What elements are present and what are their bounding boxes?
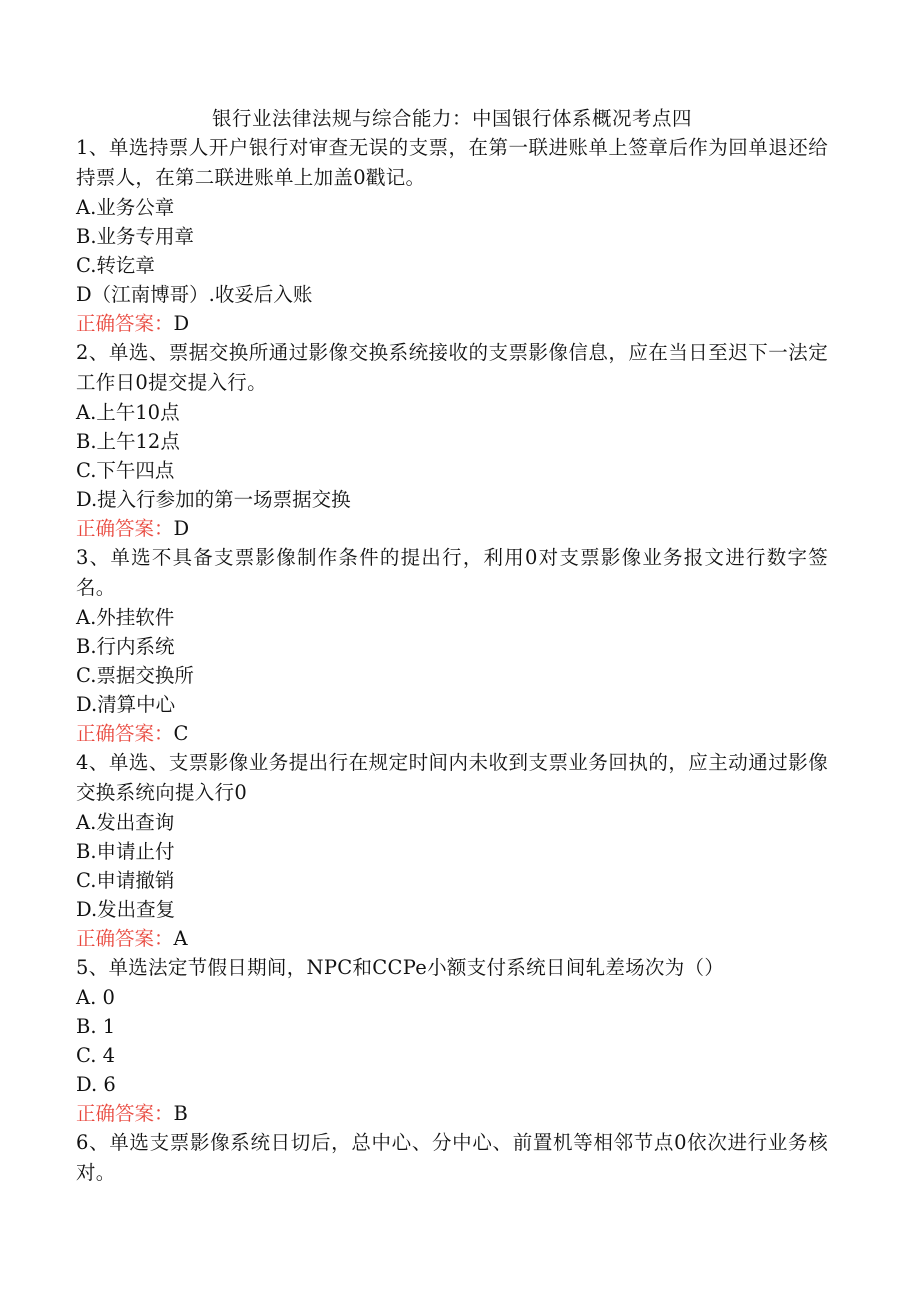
answer-line	[76, 514, 828, 543]
question-2	[76, 338, 828, 543]
option-c: C. 4	[76, 1044, 116, 1067]
question-1	[76, 133, 828, 338]
option-a: A. 0	[76, 986, 115, 1009]
option-b: B.业务专用章	[76, 225, 195, 248]
answer-value: C	[173, 722, 189, 745]
answer-label: 正确答案：	[76, 1102, 174, 1125]
option-a: A.发出查询	[76, 811, 175, 834]
answer-label: 正确答案：	[76, 722, 174, 745]
option-b: B.申请止付	[76, 840, 175, 863]
option-b: B.行内系统	[76, 635, 175, 658]
option-d: D.清算中心	[76, 693, 176, 716]
option-c: C.转讫章	[76, 254, 155, 277]
answer-value: A	[173, 927, 188, 950]
question-4	[76, 748, 828, 953]
answer-label: 正确答案：	[76, 312, 174, 335]
question-3	[76, 543, 828, 748]
option-b: B.上午12点	[76, 430, 180, 453]
option-a: A.上午10点	[76, 401, 180, 424]
question-stem: 1、单选持票人开户银行对审查无误的支票，在第一联进账单上签章后作为回单退还给持票人，在第二联进账单上加盖0戳记。	[76, 136, 828, 189]
answer-line	[76, 924, 828, 953]
option-c: C.票据交换所	[76, 664, 194, 687]
option-a: A.外挂软件	[76, 606, 175, 629]
document-title: 银行业法律法规与综合能力：中国银行体系概况考点四	[211, 107, 692, 130]
option-d: D.发出查复	[76, 898, 176, 921]
question-6	[76, 1128, 828, 1188]
document-page	[76, 104, 828, 1188]
answer-value: D	[173, 517, 190, 540]
option-d: D（江南博哥）.收妥后入账	[76, 283, 313, 306]
option-b: B. 1	[76, 1015, 116, 1038]
option-c: C.下午四点	[76, 459, 175, 482]
option-a: A.业务公章	[76, 196, 175, 219]
question-5	[76, 953, 828, 1128]
question-stem: 4、单选、支票影像业务提出行在规定时间内未收到支票业务回执的，应主动通过影像交换系统向提入行0	[76, 751, 828, 804]
answer-line	[76, 719, 828, 748]
answer-label: 正确答案：	[76, 927, 174, 950]
question-stem: 6、单选支票影像系统日切后，总中心、分中心、前置机等相邻节点0依次进行业务核对。	[76, 1131, 828, 1184]
option-c: C.申请撤销	[76, 869, 175, 892]
option-d: D. 6	[76, 1073, 116, 1096]
answer-line	[76, 309, 828, 338]
answer-value: B	[173, 1102, 188, 1125]
question-stem: 3、单选不具备支票影像制作条件的提出行，利用0对支票影像业务报文进行数字签名。	[76, 546, 828, 599]
answer-value: D	[173, 312, 190, 335]
option-d: D.提入行参加的第一场票据交换	[76, 488, 351, 511]
question-stem: 2、单选、票据交换所通过影像交换系统接收的支票影像信息，应在当日至迟下一法定工作日0提交提入行。	[76, 341, 828, 394]
answer-line	[76, 1099, 828, 1128]
answer-label: 正确答案：	[76, 517, 174, 540]
question-stem: 5、单选法定节假日期间，NPC和CCPe小额支付系统日间轧差场次为（）	[76, 956, 725, 979]
